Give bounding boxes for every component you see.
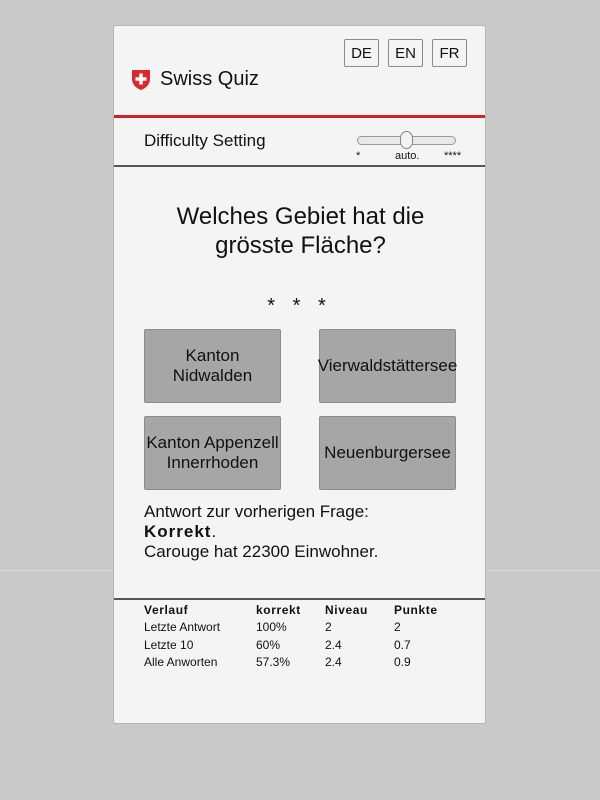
stats-cell: Letzte Antwort [144,620,221,635]
feedback-result: Korrekt [144,522,212,541]
stats-cell: 60% [256,637,281,652]
app-title: Swiss Quiz [160,68,259,90]
stats-cell: 2.4 [325,637,342,652]
stats-table [144,601,454,671]
stats-header: Verlauf [144,602,189,617]
stats-cell: 2 [394,620,401,635]
stats-row [144,636,454,654]
stats-cell: 2.4 [325,655,342,670]
stats-row [144,654,454,672]
stats-cell: 100% [256,620,287,635]
settings-divider [114,165,485,167]
difficulty-max-label: **** [444,150,462,162]
stats-cell: 57.3% [256,655,291,670]
difficulty-label: Difficulty Setting [144,131,266,150]
stats-cell: 0.7 [394,637,411,652]
stats-row [144,619,454,637]
stats-cell: 2 [325,620,332,635]
answer-button-1[interactable]: Kanton Nidwalden [144,329,281,403]
answer-button-4[interactable]: Neuenburgersee [319,416,456,490]
stats-cell: 0.9 [394,655,411,670]
feedback-fact: Carouge hat 22300 Einwohner. [144,542,379,561]
stats-cell: Alle Anworten [144,655,218,670]
stats-header-row [144,601,454,619]
stats-divider [114,598,485,600]
feedback-intro: Antwort zur vorherigen Frage: [144,502,369,521]
swiss-shield-icon [131,69,151,91]
quiz-card [113,25,486,724]
stats-header: Niveau [325,602,368,617]
question-text: Welches Gebiet hat die grösste Fläche? [176,203,425,259]
language-button-de[interactable]: DE [344,39,379,67]
answer-button-2[interactable]: Vierwaldstättersee [319,329,456,403]
stats-header: Punkte [394,602,438,617]
language-button-en[interactable]: EN [388,39,423,67]
answer-button-3[interactable]: Kanton Appenzell Innerrhoden [144,416,281,490]
header-divider [114,115,485,118]
difficulty-min-label: * [356,150,361,162]
stats-cell: Letzte 10 [144,637,194,652]
stats-header: korrekt [256,602,301,617]
language-button-fr[interactable]: FR [432,39,467,67]
feedback-result-suffix: . [211,522,217,541]
difficulty-slider-thumb[interactable] [400,131,413,149]
difficulty-mid-label: auto. [395,150,420,162]
previous-answer-feedback [144,502,378,562]
question-difficulty-stars: * * * [267,295,332,317]
